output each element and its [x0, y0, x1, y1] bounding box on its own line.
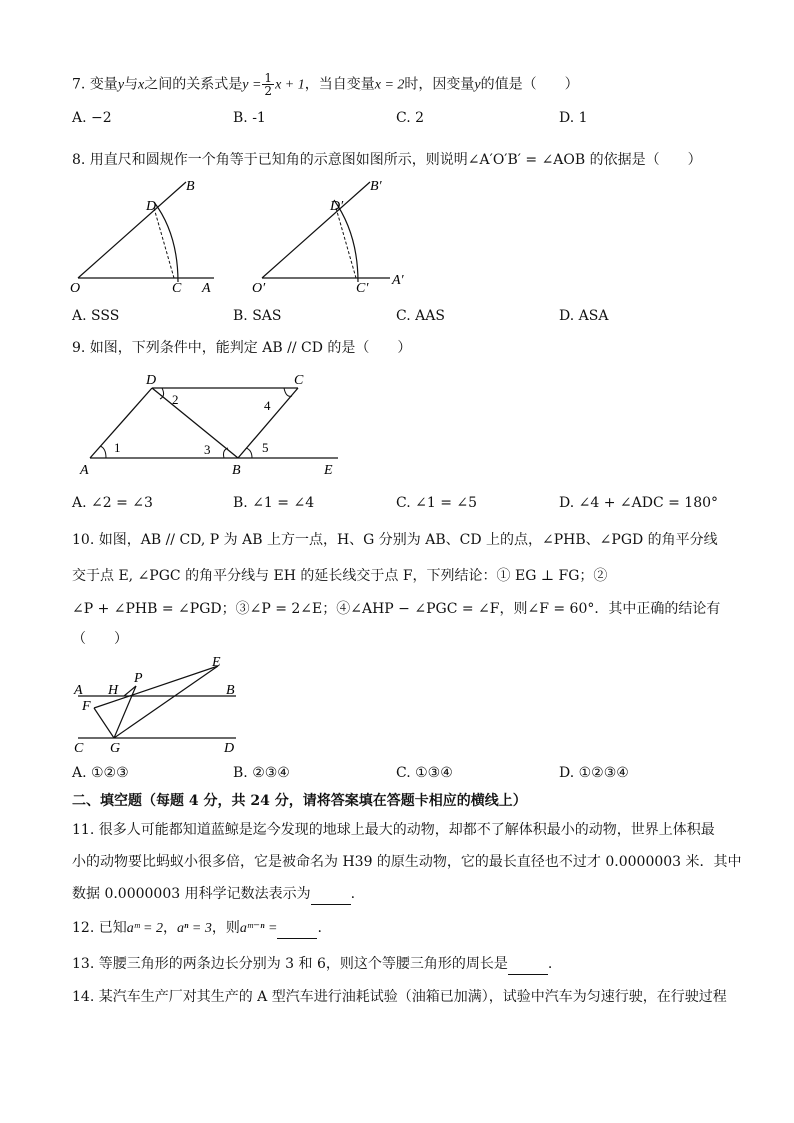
q11-stem-line2: 小的动物要比蚂蚁小很多倍，它是被命名为 H39 的原生动物，它的最长直径也不过才 0.0000003 米．其中	[72, 854, 742, 870]
q7-option-a[interactable]: A. −2	[72, 110, 112, 126]
q7-eq-lhs: y =	[242, 77, 262, 93]
q10-label-a: A	[74, 683, 83, 698]
q7-var-x: x	[138, 77, 145, 93]
q10-option-b[interactable]: B. ②③④	[233, 765, 290, 781]
q13-end: .	[547, 956, 553, 972]
q9-figure	[76, 372, 346, 476]
q9-angle-4-arc	[284, 388, 292, 396]
q7-fraction	[262, 72, 274, 97]
q9-label-a: A	[80, 463, 89, 476]
q7-frac-num: 1	[264, 71, 273, 85]
q11-line3-text: 数据 0.0000003 用科学记数法表示为	[72, 886, 311, 902]
q12-sep: ，	[163, 920, 178, 936]
q8-label-d-prime: D′	[330, 199, 344, 214]
q9-label-4: 4	[264, 398, 271, 413]
q9-option-b[interactable]: B. ∠1 = ∠4	[233, 495, 315, 511]
q11-answer-blank[interactable]	[311, 884, 351, 905]
q8-option-c[interactable]: C. AAS	[396, 308, 445, 324]
q11-stem-line1: 11. 很多人可能都知道蓝鲸是迄今发现的地球上最大的动物，却都不了解体积最小的动物，世界上体积最	[72, 822, 715, 838]
q7-text-4: ，当自变量	[304, 76, 375, 93]
q7-number: 7.	[72, 76, 86, 93]
q10-figure	[70, 652, 250, 756]
q10-option-c[interactable]: C. ①③④	[396, 765, 453, 781]
q9-stem: 9. 如图，下列条件中，能判定 AB // CD 的是（ ）	[72, 340, 412, 356]
q9-label-d: D	[146, 373, 157, 388]
q9-angle-5-arc	[246, 448, 252, 458]
q8-label-o: O	[70, 281, 81, 296]
q8-option-b[interactable]: B. SAS	[233, 308, 282, 324]
q12-end: .	[317, 920, 322, 936]
q8-figure-left	[66, 174, 226, 298]
q10-label-h: H	[108, 683, 119, 698]
q10-label-b: B	[226, 683, 235, 698]
q10-label-p: P	[134, 671, 143, 686]
q7-text-5: 时，因变量	[404, 76, 475, 93]
q9-line-db	[152, 388, 238, 458]
q11-stem-line3	[72, 884, 355, 905]
q12-mid: ，则	[211, 920, 240, 936]
q10-label-g: G	[110, 741, 121, 756]
q7-option-b[interactable]: B. -1	[233, 110, 266, 126]
q14-stem: 14. 某汽车生产厂对其生产的 A 型汽车进行油耗试验（油箱已加满），试验中汽车为匀速行驶，在行驶过程	[72, 989, 727, 1005]
q12-eq-2: aⁿ = 3	[177, 921, 212, 936]
q11-end: .	[350, 886, 356, 902]
q8-stem: 8. 用直尺和圆规作一个角等于已知角的示意图如图所示，则说明∠A′O′B′ = ∠AOB 的依据是（ ）	[72, 152, 702, 168]
q7-option-c[interactable]: C. 2	[396, 110, 425, 126]
q9-label-3: 3	[204, 442, 211, 457]
q9-label-b: B	[232, 463, 241, 476]
q8-label-d: D	[146, 199, 157, 214]
q9-option-d[interactable]: D. ∠4 + ∠ADC = 180°	[559, 495, 719, 511]
q7-frac-den: 2	[264, 84, 273, 98]
q8-label-o-prime: O′	[252, 281, 266, 296]
q8-left-arc	[154, 202, 178, 282]
q7-stem	[72, 72, 579, 97]
q10-label-c: C	[74, 741, 84, 756]
q13-text: 13. 等腰三角形的两条边长分别为 3 和 6，则这个等腰三角形的周长是	[72, 956, 508, 972]
q8-label-c-prime: C′	[356, 281, 369, 296]
q9-label-c: C	[294, 373, 304, 388]
q9-option-c[interactable]: C. ∠1 = ∠5	[396, 495, 478, 511]
q12-stem	[72, 918, 322, 939]
q8-right-ray-ob	[262, 182, 370, 278]
q7-eq-rhs: x + 1	[275, 77, 305, 93]
q8-label-b-prime: B′	[370, 179, 382, 194]
q10-label-f: F	[82, 699, 91, 714]
q8-option-a[interactable]: A. SSS	[72, 308, 120, 324]
q9-label-e: E	[324, 463, 333, 476]
q7-option-d[interactable]: D. 1	[559, 110, 588, 126]
q8-option-d[interactable]: D. ASA	[559, 308, 609, 324]
q7-x-value: x = 2	[374, 77, 405, 93]
q10-line-fg	[94, 708, 114, 738]
q10-stem-line2: 交于点 E, ∠PGC 的角平分线与 EH 的延长线交于点 F，下列结论：① EG ⊥ FG；②	[72, 568, 608, 584]
q7-text-1: 变量	[89, 76, 118, 93]
q9-label-2: 2	[172, 392, 179, 407]
q10-stem-line4: （ ）	[72, 631, 128, 647]
q7-var-y-2: y	[474, 77, 481, 93]
q9-angle-1-arc	[100, 446, 106, 458]
q7-var-y: y	[117, 77, 125, 93]
q12-pre: 12. 已知	[72, 920, 127, 936]
section-2-heading: 二、填空题（每题 4 分，共 24 分，请将答案填在答题卡相应的横线上）	[72, 793, 527, 809]
q13-stem	[72, 954, 552, 975]
q10-stem-line3: ∠P + ∠PHB = ∠PGD；③∠P = 2∠E；④∠AHP − ∠PGC = ∠F，则∠F = 60°．其中正确的结论有	[72, 601, 721, 617]
q7-text-6: 的值是（ ）	[480, 76, 579, 93]
q10-option-d[interactable]: D. ①②③④	[559, 765, 629, 781]
q10-option-a[interactable]: A. ①②③	[72, 765, 129, 781]
q12-eq-3: aᵐ⁻ⁿ =	[239, 921, 278, 936]
q13-answer-blank[interactable]	[508, 954, 548, 975]
q9-label-5: 5	[262, 440, 269, 455]
q9-option-a[interactable]: A. ∠2 = ∠3	[72, 495, 153, 511]
q8-figure-right	[250, 174, 420, 298]
q7-text-3: 之间的关系式是	[144, 76, 243, 93]
q10-label-e: E	[212, 655, 221, 670]
q12-answer-blank[interactable]	[277, 918, 317, 939]
q10-label-d: D	[224, 741, 235, 756]
q8-label-b: B	[186, 179, 195, 194]
q7-text-2: 与	[124, 76, 139, 93]
q8-label-a-prime: A′	[392, 273, 404, 288]
q9-label-1: 1	[114, 440, 121, 455]
q9-line-ad	[90, 388, 152, 458]
q10-stem-line1: 10. 如图，AB // CD, P 为 AB 上方一点，H、G 分别为 AB、CD 上的点，∠PHB、∠PGD 的角平分线	[72, 532, 718, 548]
q8-label-a: A	[202, 281, 211, 296]
q8-label-c: C	[172, 281, 182, 296]
q12-eq-1: aᵐ = 2	[126, 921, 164, 936]
